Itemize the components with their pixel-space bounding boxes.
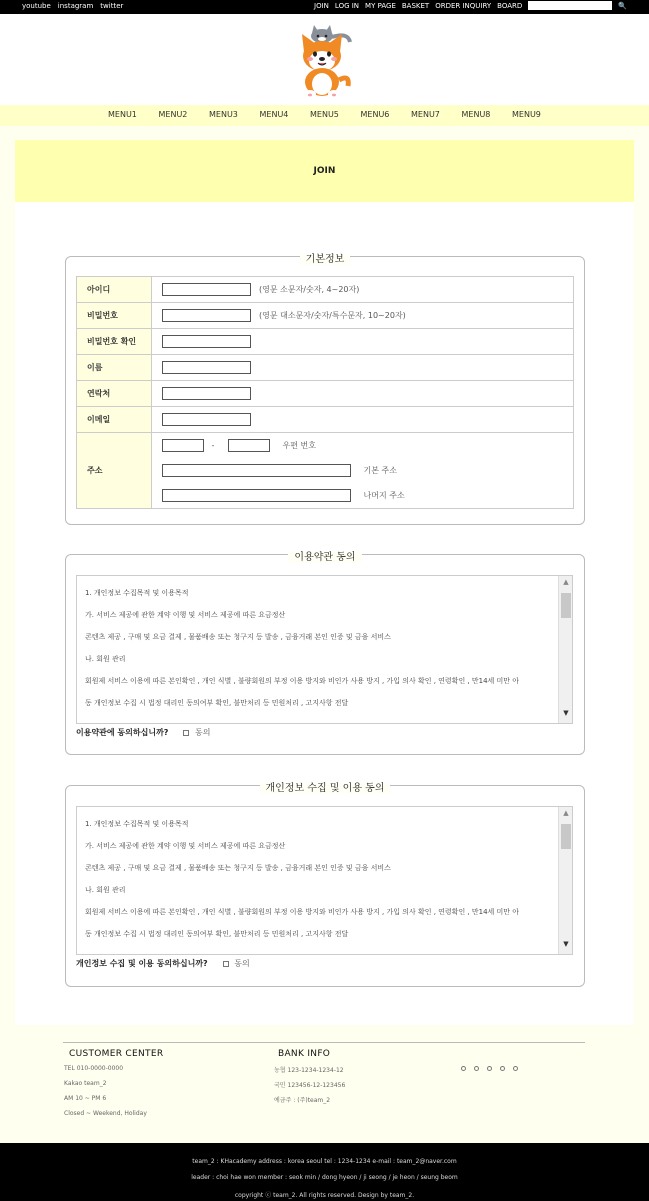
privacy-agree-label[interactable]: 동의 <box>234 959 250 968</box>
name-label: 이름 <box>77 355 152 381</box>
main-nav <box>0 105 649 126</box>
bank-kb: 국민 123456-12-123456 <box>274 1082 346 1089</box>
privacy-line: 1. 개인정보 수집목적 및 이용목적 <box>85 820 189 828</box>
bottom-footer <box>0 1143 649 1201</box>
privacy-agree-checkbox[interactable] <box>223 961 229 967</box>
mypage-link[interactable]: MY PAGE <box>365 1 396 10</box>
instagram-link[interactable]: instagram <box>57 2 94 10</box>
basic-info-table <box>76 276 574 509</box>
nav-menu2[interactable]: MENU2 <box>158 110 188 119</box>
id-label: 아이디 <box>77 277 152 303</box>
phone-label: 연락처 <box>77 381 152 407</box>
phone-input[interactable] <box>162 387 251 400</box>
nav-menu8[interactable]: MENU8 <box>461 110 491 119</box>
terms-textarea[interactable] <box>76 575 573 724</box>
privacy-line: 동 개인정보 수집 시 법정 대리인 동의여부 확인, 불만처리 등 민원처리 , 고지사항 전달 <box>85 930 349 938</box>
id-hint: (영문 소문자/숫자, 4~20자) <box>259 285 360 294</box>
basic-info-section <box>65 256 585 525</box>
terms-line: 나. 회원 관리 <box>85 655 126 663</box>
footer-team-info: leader : choi hae won member : seok min / dong hyeon / ji seong / je heon / seung beom <box>191 1174 458 1181</box>
join-link[interactable]: JOIN <box>314 1 329 10</box>
page-title: JOIN <box>313 166 336 176</box>
nav-menu3[interactable]: MENU3 <box>209 110 238 119</box>
terms-scrollbar[interactable] <box>558 576 572 723</box>
address-label: 주소 <box>77 433 152 509</box>
terms-line: 가. 서비스 제공에 관한 계약 이행 및 서비스 제공에 따른 요금정산 <box>85 611 286 619</box>
cs-hours: AM 10 ~ PM 6 <box>64 1095 107 1102</box>
bank-info <box>274 1049 346 1107</box>
scroll-up-icon[interactable]: ▲ <box>563 578 569 586</box>
join-banner <box>15 140 634 202</box>
rest-address-input[interactable] <box>162 489 351 502</box>
privacy-question: 개인정보 수집 및 이용 동의하십니까? <box>76 959 208 968</box>
zip-label: 우편 번호 <box>282 441 316 450</box>
login-link[interactable]: LOG IN <box>334 1 360 10</box>
social-circle-icon[interactable] <box>487 1066 492 1071</box>
bank-holder: 예금주 : (주)team_2 <box>274 1097 331 1104</box>
logo-area <box>0 14 649 105</box>
privacy-line: 나. 회원 관리 <box>85 886 126 894</box>
scroll-thumb[interactable] <box>561 593 571 618</box>
customer-center <box>64 1049 164 1122</box>
password-hint: (영문 대소문자/숫자/특수문자, 10~20자) <box>259 311 406 320</box>
email-input[interactable] <box>162 413 251 426</box>
top-bar <box>0 0 649 14</box>
basket-link[interactable]: BASKET <box>401 1 430 10</box>
email-label: 이메일 <box>77 407 152 433</box>
scroll-down-icon[interactable]: ▼ <box>563 709 569 717</box>
nav-menu9[interactable]: MENU9 <box>512 110 541 119</box>
zip-input-1[interactable] <box>162 439 204 452</box>
cs-tel: TEL 010-0000-0000 <box>64 1065 124 1072</box>
bank-nh: 농협 123-1234-1234-12 <box>274 1067 344 1074</box>
terms-question: 이용약관에 동의하십니까? <box>76 728 169 737</box>
form-row-name <box>77 355 574 381</box>
zip-dash: - <box>211 441 215 450</box>
nav-menu6[interactable]: MENU6 <box>360 110 390 119</box>
basic-info-legend: 기본정보 <box>66 250 584 265</box>
footer-divider <box>63 1042 585 1043</box>
social-circle-icon[interactable] <box>500 1066 505 1071</box>
form-row-password-confirm <box>77 329 574 355</box>
nav-menu5[interactable]: MENU5 <box>310 110 339 119</box>
zip-input-2[interactable] <box>228 439 270 452</box>
cs-kakao: Kakao team_2 <box>64 1080 107 1087</box>
privacy-agree-row <box>76 958 250 969</box>
password-confirm-input[interactable] <box>162 335 251 348</box>
terms-agree-label[interactable]: 동의 <box>195 728 211 737</box>
terms-line: 회원제 서비스 이용에 따른 본인확인 , 개인 식별 , 불량회원의 부정 이용 방지와 비인가 사용 방지 , 가입 의사 확인 , 연령확인 , 만14세 미만 아 <box>85 677 520 685</box>
scroll-down-icon[interactable]: ▼ <box>563 940 569 948</box>
sns-links <box>22 2 123 10</box>
scroll-up-icon[interactable]: ▲ <box>563 809 569 817</box>
form-row-address <box>77 433 574 509</box>
basic-address-input[interactable] <box>162 464 351 477</box>
social-circle-icon[interactable] <box>461 1066 466 1071</box>
terms-agree-checkbox[interactable] <box>183 730 189 736</box>
nav-menu7[interactable]: MENU7 <box>411 110 440 119</box>
youtube-link[interactable]: youtube <box>22 2 51 10</box>
name-input[interactable] <box>162 361 251 374</box>
terms-legend: 이용약관 동의 <box>66 548 584 563</box>
rest-address-label: 나머지 주소 <box>363 491 405 500</box>
social-circle-icon[interactable] <box>474 1066 479 1071</box>
terms-line: 동 개인정보 수집 시 법정 대리인 동의여부 확인, 불만처리 등 민원처리 , 고지사항 전달 <box>85 699 349 707</box>
form-row-password <box>77 303 574 329</box>
dog-logo-icon[interactable] <box>290 24 362 100</box>
search-icon[interactable]: 🔍 <box>618 1 627 10</box>
cs-closed: Closed ~ Weekend, Holiday <box>64 1110 147 1117</box>
password-confirm-label: 비밀번호 확인 <box>77 329 152 355</box>
nav-menu4[interactable]: MENU4 <box>259 110 289 119</box>
social-icons <box>461 1066 518 1071</box>
terms-section <box>65 554 585 755</box>
privacy-section <box>65 785 585 987</box>
terms-line: 1. 개인정보 수집목적 및 이용목적 <box>85 589 189 597</box>
terms-line: 콘텐츠 제공 , 구매 및 요금 결제 , 물품배송 또는 청구지 등 발송 , 금융거래 본인 인증 및 금융 서비스 <box>85 633 391 641</box>
id-input[interactable] <box>162 283 251 296</box>
privacy-legend: 개인정보 수집 및 이용 동의 <box>66 779 584 794</box>
customer-center-title: CUSTOMER CENTER <box>69 1049 164 1059</box>
social-circle-icon[interactable] <box>513 1066 518 1071</box>
form-row-phone <box>77 381 574 407</box>
scroll-thumb[interactable] <box>561 824 571 849</box>
search-input[interactable] <box>528 1 612 10</box>
twitter-link[interactable]: twitter <box>100 2 124 10</box>
bank-info-title: BANK INFO <box>278 1049 331 1059</box>
footer-copyright: copyright ⓒ team_2. All rights reserved. Design by team_2. <box>234 1192 415 1199</box>
privacy-line: 콘텐츠 제공 , 구매 및 요금 결제 , 물품배송 또는 청구지 등 발송 , 금융거래 본인 인증 및 금융 서비스 <box>85 864 391 872</box>
utility-links <box>314 1 627 10</box>
nav-menu1[interactable]: MENU1 <box>108 110 137 119</box>
basic-address-label: 기본 주소 <box>363 466 398 475</box>
password-input[interactable] <box>162 309 251 322</box>
form-row-email <box>77 407 574 433</box>
board-link[interactable]: BOARD <box>497 1 523 10</box>
order-inquiry-link[interactable]: ORDER INQUIRY <box>435 1 492 10</box>
privacy-line: 회원제 서비스 이용에 따른 본인확인 , 개인 식별 , 불량회원의 부정 이용 방지와 비인가 사용 방지 , 가입 의사 확인 , 연령확인 , 만14세 미만 아 <box>85 908 520 916</box>
terms-agree-row <box>76 727 211 738</box>
footer-company-info: team_2 : KHacademy address : korea seoul tel : 1234-1234 e-mail : team_2@naver.com <box>192 1158 457 1165</box>
form-row-id <box>77 277 574 303</box>
password-label: 비밀번호 <box>77 303 152 329</box>
privacy-textarea[interactable] <box>76 806 573 955</box>
privacy-line: 가. 서비스 제공에 관한 계약 이행 및 서비스 제공에 따른 요금정산 <box>85 842 286 850</box>
privacy-scrollbar[interactable] <box>558 807 572 954</box>
